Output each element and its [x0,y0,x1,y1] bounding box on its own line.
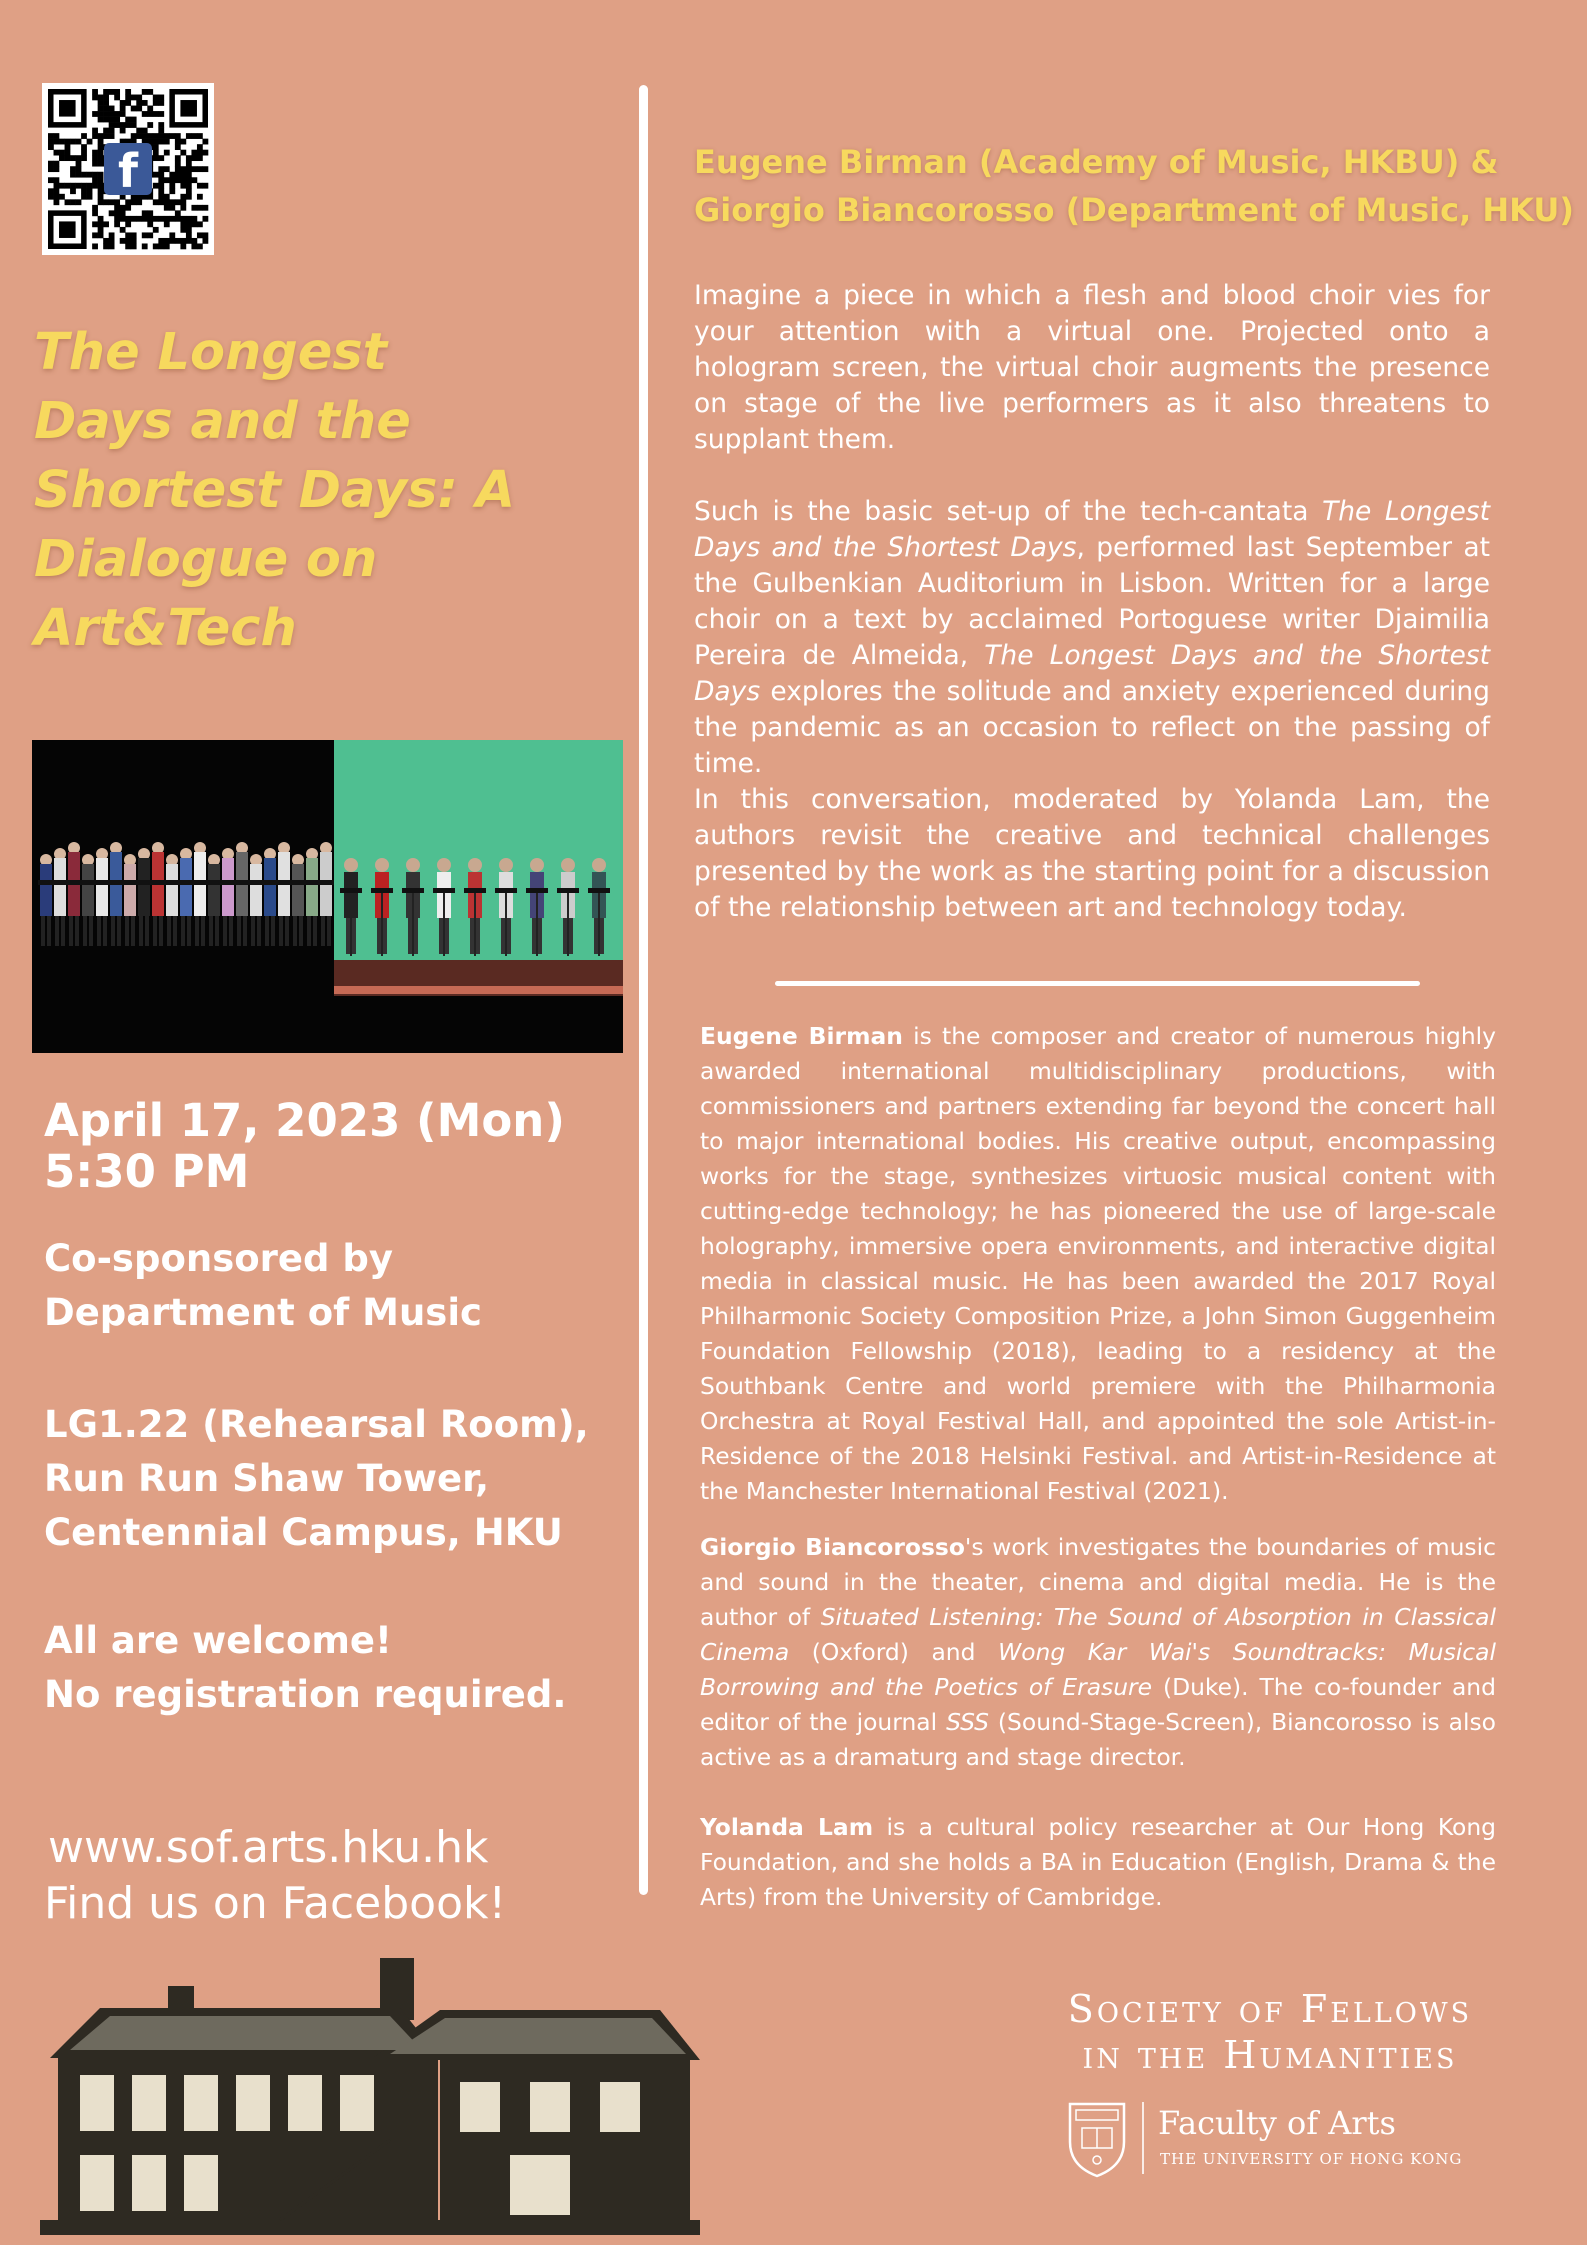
bio-text: 's work investigates the boundaries of music and sound in the theater, cinema and digital media. He is the author of [700,1533,1496,1631]
historic-building-image [40,1950,700,2235]
description-paragraph-1: Imagine a piece in which a flesh and blood choir vies for your attention with a virtual one. Projected onto a hologram screen, the virtual choir augments the presence on stage of the live performers as it also threatens to supplant them. [694,280,1490,455]
venue-block [44,1398,589,1560]
links-block [44,1820,506,1932]
bio-name: Eugene Birman [700,1022,903,1050]
event-title: The Longest Days and the Shortest Days: A Dialogue on Art&Tech [34,323,516,658]
faculty-of-arts-logo [1064,2098,1504,2178]
event-time: 5:30 PM [44,1145,250,1198]
bio-eugene-birman [700,1019,1496,1509]
bio-text: is the composer and creator of numerous highly awarded international multidisciplinary productions, with commissioners and partners extending far beyond the concert hall to major international bodies. His creative output, encompassing works for the stage, synthesizes virtuosic musical content with cutting-edge technology; he has pioneered the use of large-scale holography, immersive opera environments, and interactive digital media in classical music. He has been awarded the 2017 Royal Philharmonic Society Composition Prize, a John Simon Guggenheim Foundation Fellowship (2018), leading to a residency at the Southbank Centre and world premiere with the Philharmonia Orchestra at Royal Festival Hall, and appointed the sole Artist-in-Residence of the 2018 Helsinki Festival. and Artist-in-Residence at the Manchester International Festival (2021). [700,1022,1496,1505]
bio-name: Giorgio Biancorosso [700,1533,965,1561]
society-line-2: in the Humanities [1082,2033,1458,2077]
p2-text: Such is the basic set-up of the tech-cantata [694,496,1323,527]
work-title: The Longest Days and the Shortest Days [694,640,1490,707]
book-title: Wong Kar Wai's Soundtracks: Musical Borrowing and the Poetics of Erasure [700,1638,1496,1701]
faculty-name: Faculty of Arts [1158,2104,1396,2142]
welcome-block [44,1614,566,1722]
event-date: April 17, 2023 (Mon) [44,1094,565,1147]
facebook-link[interactable]: Find us on Facebook! [44,1878,507,1929]
speakers-heading [694,138,1574,234]
choir-stage-image [32,740,623,1053]
performance-photo [32,740,623,1053]
logo-separator [1142,2102,1144,2174]
p2-text: , performed last September at the Gulbenkian Auditorium in Lisbon. Written for a large choir on a text by acclaimed Portoguese writer Djaimilia Pereira de Almeida, [694,532,1490,671]
university-name: THE UNIVERSITY OF HONG KONG [1160,2150,1463,2168]
vertical-divider [639,85,648,1895]
society-of-fellows-logo [1030,1986,1510,2078]
speaker-2: Giorgio Biancorosso (Department of Music, HKU) [694,191,1574,229]
journal-title: SSS [946,1708,989,1736]
p2-text: explores the solitude and anxiety experienced during the pandemic as an occasion to reflect on the passing of time. [694,676,1490,779]
work-title: The Longest Days and the Shortest Days [694,496,1490,563]
facebook-qr-code[interactable] [42,83,214,255]
venue-campus: Centennial Campus, HKU [44,1511,563,1554]
cosponsor-label: Co-sponsored by [44,1237,393,1280]
website-link[interactable]: www.sof.arts.hku.hk [48,1822,489,1873]
description-paragraph-3: In this conversation, moderated by Yolanda Lam, the authors revisit the creative and technical challenges presented by the work as the starting point for a discussion of the relationship between art and technology today. [694,784,1490,923]
horizontal-divider [775,981,1420,986]
venue-room: LG1.22 (Rehearsal Room), [44,1403,589,1446]
bio-text: (Sound-Stage-Screen), Biancorosso is also active as a dramaturg and stage director. [700,1708,1496,1771]
event-datetime [44,1095,565,1197]
facebook-icon-glyph: f [117,144,139,198]
speaker-1: Eugene Birman (Academy of Music, HKBU) & [694,143,1499,181]
qr-pattern [42,83,214,255]
venue-building: Run Run Shaw Tower, [44,1457,490,1500]
cosponsor-name: Department of Music [44,1291,482,1334]
cosponsor-block [44,1232,482,1340]
hku-crest-icon [1064,2098,1130,2178]
building-illustration [40,1950,700,2235]
society-line-1: Society of Fellows [1067,1987,1473,2031]
bio-text: is a cultural policy researcher at Our Hong Kong Foundation, and she holds a BA in Education (English, Drama & the Arts) from the University of Cambridge. [700,1813,1496,1911]
bio-name: Yolanda Lam [700,1813,874,1841]
bio-giorgio-biancorosso [700,1530,1496,1775]
description-paragraph-2 [694,494,1490,782]
bio-text: (Oxford) and [789,1638,999,1666]
welcome-text: All are welcome! [44,1619,392,1662]
registration-note: No registration required. [44,1673,567,1716]
book-title: Situated Listening: The Sound of Absorption in Classical Cinema [700,1603,1496,1666]
bio-yolanda-lam [700,1810,1496,1915]
bio-text: (Duke). The co-founder and editor of the journal [700,1673,1496,1736]
